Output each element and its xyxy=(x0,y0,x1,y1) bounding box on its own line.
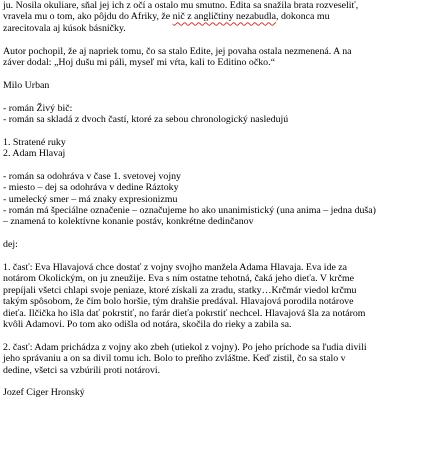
text-line: takým spôsobom, že čím bolo horšie, tým drahšie predával. Hlavajová porodila notárove xyxy=(3,296,354,308)
plot-label: dej: xyxy=(3,239,18,251)
text-line: jeho správaniu a on sa divil tomu ich. Bolo to preňho zvláštne. Keď zistil, čo sa stalo v xyxy=(3,353,346,365)
text-line xyxy=(3,11,439,22)
text-line: dieťa. Ilčička ho išla dať pokrstiť, no farár dieťa pokrstiť nechcel. Hlavajová šla za notárom xyxy=(3,307,366,319)
text-line: kvôli Adamovi. Po tom ako odišla od notára, skočila do rieky a zabila sa. xyxy=(3,318,292,330)
text-line: ju. Nosila okuliare, sňal jej ich z očí a ostalo mu smutno. Edita sa snažila brata rozveseliť, xyxy=(3,0,359,11)
list-item: - miesto – dej sa odohráva v dedine Ráztoky xyxy=(3,182,179,194)
text-line: notárom Okolickým, on ju zneužije. Eva s ním ostatne tehotná, čaká jeho dieťa. V krčme xyxy=(3,273,355,285)
text-fragment: , dokonca mu xyxy=(276,11,330,23)
list-item: - román má špeciálne označenie – označujeme ho ako unanimistický (una anima – jedna duša) xyxy=(3,205,376,217)
document-page xyxy=(3,0,439,399)
list-item: - umelecký smer – má znaky expresionizmu xyxy=(3,193,178,205)
author-heading: Jozef Ciger Hronský xyxy=(3,387,85,399)
list-item: - román sa skladá z dvoch častí, ktoré za sebou chronologický nasledujú xyxy=(3,113,289,125)
author-heading: Milo Urban xyxy=(3,79,50,91)
novel-list xyxy=(3,103,439,126)
paragraph-part-2 xyxy=(3,342,439,376)
text-line: prepíjali všetci chlapi svoje peniaze, ktoré získali za zradu, statky…Krčmár viedol krčmu xyxy=(3,284,357,296)
text-line: Autor pochopil, že aj napriek tomu, čo sa stalo Edite, jej povaha ostala nezmenená. A na xyxy=(3,45,352,57)
text-line: zarecitovala aj kúsok básničky. xyxy=(3,22,126,34)
spellcheck-underlined-text: nič z angličtiny nezabudla xyxy=(172,11,277,23)
list-item: 2. Adam Hlavaj xyxy=(3,148,66,160)
features-list xyxy=(3,171,439,228)
list-item: - román Živý bič: xyxy=(3,102,73,114)
paragraph-part-1 xyxy=(3,262,439,330)
list-item: – znamená to kolektívne konanie postáv, konkrétne dedinčanov xyxy=(3,216,254,228)
list-item: - román sa odohráva v čase 1. svetovej vojny xyxy=(3,170,181,182)
paragraph-edita xyxy=(3,0,439,34)
text-line: dedine, všetci sa vzbúrili proti notárovi. xyxy=(3,364,161,376)
parts-list xyxy=(3,137,439,160)
text-line: 1. časť: Eva Hlavajová chce dostať z vojny svojho manžela Adama Hlavaja. Eva ide za xyxy=(3,261,348,273)
text-line: 2. časť: Adam prichádza z vojny ako zbeh (utiekol z vojny). Po jeho príchode sa ľudia divili xyxy=(3,341,367,353)
list-item: 1. Stratené ruky xyxy=(3,136,66,148)
text-fragment: vravela mu o tom, ako pôjdu do Afriky, že xyxy=(3,11,173,23)
text-line: záver dodal: „Hoj dušu mi páli, myseľ mi vŕta, kali to Editino očko.“ xyxy=(3,56,275,68)
paragraph-conclusion xyxy=(3,46,439,69)
